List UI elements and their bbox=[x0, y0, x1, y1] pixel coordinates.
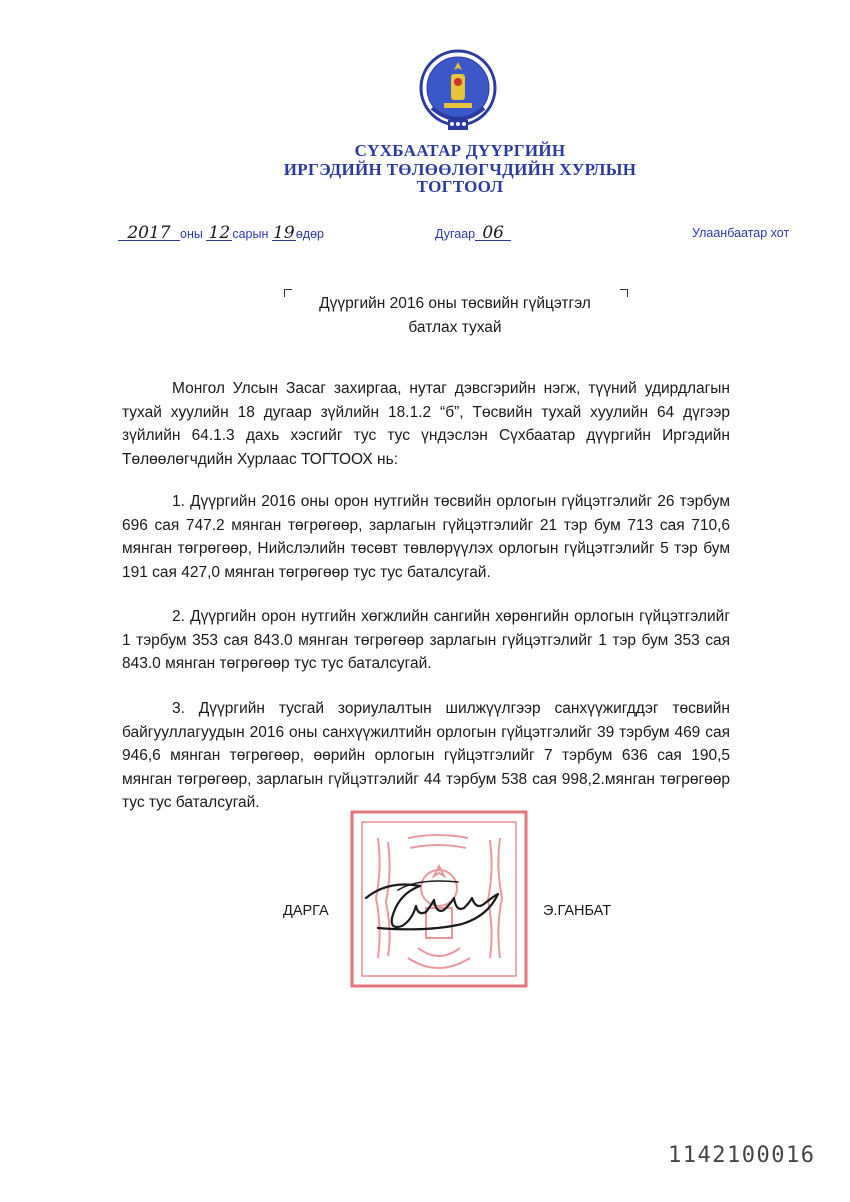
number-label: Дугаар bbox=[435, 227, 476, 241]
organization-name-line1: СҮХБААТАР ДҮҮРГИЙН bbox=[354, 141, 566, 160]
date-month-suffix: сарын bbox=[232, 227, 269, 241]
document-city: Улаанбаатар хот bbox=[692, 226, 790, 240]
subject-line2: батлах тухай bbox=[408, 319, 502, 336]
date-day-suffix: өдөр bbox=[295, 227, 325, 241]
preamble-paragraph bbox=[122, 377, 730, 471]
item-3-text: 3. Дүүргийн тусгай зориулалтын шилжүүлгээр санхүүжигддэг төсвийн байгууллагуудын 2016 оны санхүүжилтийн орлогын гүйцэтгэлийг 39 тэрбум 469 сая 946,6 мянган төгрөгөөр, өөрийн орлогын гүйцэтгэлийг 7 тэрбум 636 сая 190,5 мянган төгрөгөөр, зарлагын гүйцэтгэлийг 44 тэрбум 538 сая 998,2.мянган төгрөгөөр тус тус баталсугай. bbox=[122, 700, 730, 811]
signatory-title: ДАРГА bbox=[283, 903, 329, 919]
resolution-item-2 bbox=[122, 605, 730, 676]
document-date bbox=[118, 223, 325, 243]
organization-name-line2: ИРГЭДИЙН ТӨЛӨӨЛӨГЧДИЙН ХУРЛЫН bbox=[283, 160, 637, 179]
resolution-item-3 bbox=[122, 697, 730, 815]
date-year-suffix: оны bbox=[180, 227, 203, 241]
subject-line1: Дүүргийн 2016 оны төсвийн гүйцэтгэл bbox=[319, 295, 591, 312]
document-number bbox=[435, 223, 511, 243]
state-emblem-icon bbox=[418, 48, 498, 136]
date-year: 2017 bbox=[118, 226, 180, 241]
number-value: 06 bbox=[475, 226, 511, 241]
document-type: ТОГТООЛ bbox=[416, 177, 504, 196]
item-1-text: 1. Дүүргийн 2016 оны орон нутгийн төсвийн орлогын гүйцэтгэлийг 26 тэрбум 696 сая 747.2 мянган төгрөгөөр, зарлагын гүйцэтгэлийг 21 тэр бум 713 сая 710,6 мянган төгрөгөөр, Нийслэлийн төсөвт төвлөрүүлэх орлогын гүйцэтгэлийг 5 тэр бум 191 сая 427,0 мянган төгрөгөөр тус тус баталсугай. bbox=[122, 493, 730, 581]
registration-number: 1142100016 bbox=[668, 1143, 816, 1168]
handwritten-signature bbox=[358, 868, 518, 938]
signatory-name: Э.ГАНБАТ bbox=[543, 903, 612, 919]
item-2-text: 2. Дүүргийн орон нутгийн хөгжлийн сангийн хөрөнгийн орлогын гүйцэтгэлийг 1 тэрбум 353 сая 843.0 мянган төгрөгөөр зарлагын гүйцэтгэлийг 1 тэр бум 353 сая 843.0 мянган төгрөгөөр тус тус баталсугай. bbox=[122, 608, 730, 672]
date-month: 12 bbox=[206, 226, 232, 241]
preamble-text: Монгол Улсын Засаг захиргаа, нутаг дэвсгэрийн нэгж, түүний удирдлагын тухай хуулийн 18 дугаар зүйлийн 18.1.2 “б”, Төсвийн тухай хуулийн 64 дүгээр зүйлийн 64.1.3 дахь хэсгийг тус тус үндэслэн Сүхбаатар дүүргийн Иргэдийн Төлөөлөгчдийн Хурлаас ТОГТООХ нь: bbox=[122, 380, 730, 468]
date-day: 19 bbox=[273, 223, 295, 243]
resolution-item-1 bbox=[122, 490, 730, 584]
